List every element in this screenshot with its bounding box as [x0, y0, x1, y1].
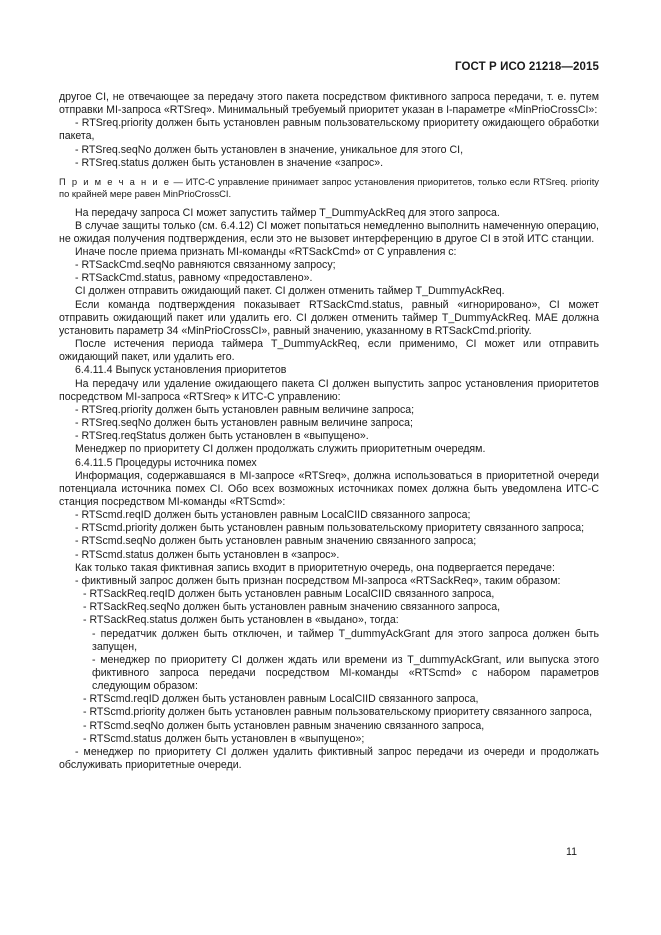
paragraph: другое CI, не отвечающее за передачу этого пакета посредством фиктивного запроса передачи, т. е. путем отправки MI-запроса «RTSreq». Минимальный требуемый приоритет указан в I-параметре «MinPrioCrossCI»:	[59, 91, 599, 117]
list-item: - RTSreq.seqNo должен быть установлен в значение, уникальное для этого CI,	[75, 143, 464, 156]
sub-sub-list-item: - менеджер по приоритету CI должен ждать или времени из T_dummyAckGrant, или выпуска этого фиктивного запроса передачи посредством MI-команды «RTScmd» с набором параметров следующим образом:	[92, 653, 599, 693]
sub-list-item: - RTSackReq.status должен быть установлен в «выдано», тогда:	[83, 614, 399, 627]
list-item: - RTScmd.seqNo должен быть установлен равным значению связанного запроса;	[75, 535, 477, 548]
list-item: - RTSackCmd.status, равному «предоставлено».	[75, 272, 313, 285]
paragraph: Как только такая фиктивная запись входит в приоритетную очередь, она подвергается передаче:	[75, 561, 555, 574]
list-item: - RTSreq.status должен быть установлен в значение «запрос».	[75, 156, 384, 169]
sub-sub-list-item: - передатчик должен быть отключен, и таймер T_dummyAckGrant для этого запроса должен быть запущен,	[92, 627, 599, 653]
paragraph: После истечения периода таймера T_DummyAckReq, если применимо, CI может или отправить ожидающий пакет, или удалить его.	[59, 338, 599, 364]
sub-list-item: - RTScmd.priority должен быть установлен равным пользовательскому приоритету связанного запроса,	[83, 706, 593, 719]
paragraph: Менеджер по приоритету CI должен продолжать служить приоритетным очередям.	[75, 443, 486, 456]
sub-list-item: - RTSackReq.reqID должен быть установлен равным LocalCIID связанного запроса,	[83, 588, 495, 601]
paragraph: Иначе после приема признать MI-команды «RTSackCmd» от С управления с:	[75, 246, 457, 258]
note-text: — ИТС-С управление принимает запрос установления приоритетов, только если RTSreq. priority по крайней мере равен MinPrioCrossCI.	[59, 175, 599, 200]
paragraph: Информация, содержавшаяся в MI-запросе «RTSreq», должна использоваться в приоритетной очереди потенциала источника помех CI. Обо всех возможных источниках помех должна быть уведомлена ИТС-С станция посредством MI-команды «RTScmd»:	[59, 469, 599, 508]
list-item: - RTSreq.reqStatus должен быть установлен в «выпущено».	[75, 430, 369, 443]
paragraph: Если команда подтверждения показывает RTSackCmd.status, равный «игнорировано», CI может отправить ожидающий пакет или удалить его. CI должен отменить таймер T_DummyAckReq. MAE должна установить параметр 34 «MinPrioCrossCI», равный значению, указанному в RTSackCmd.priority.	[59, 298, 599, 337]
note	[59, 176, 599, 201]
sub-list-item: - RTScmd.status должен быть установлен в «выпущено»;	[83, 732, 365, 745]
page-number: 11	[566, 846, 577, 858]
list-item: - менеджер по приоритету CI должен удалить фиктивный запрос передачи из очереди и продолжать обслуживать приоритетные очереди.	[59, 745, 599, 772]
list-item: - RTSreq.priority должен быть установлен равным величине запроса;	[75, 403, 415, 416]
document-header: ГОСТ Р ИСО 21218—2015	[454, 61, 599, 73]
document-body	[59, 91, 599, 772]
paragraph: В случае защиты только (см. 6.4.12) CI может попытаться немедленно выполнить намеченную операцию, не ожидая получения подтверждения, если это не вызовет интерференцию в другое CI в этой ИТС станции.	[59, 219, 599, 245]
list-item: - RTSreq.priority должен быть установлен равным пользовательскому приоритету ожидающего обработки пакета,	[59, 117, 599, 143]
list-item: - RTScmd.priority должен быть установлен равным пользовательскому приоритету связанного запроса;	[75, 522, 585, 535]
sub-list-item: - RTScmd.reqID должен быть установлен равным LocalCIID связанного запроса,	[83, 693, 479, 706]
paragraph: CI должен отправить ожидающий пакет. CI должен отменить таймер T_DummyAckReq.	[75, 285, 505, 298]
sub-list-item: - RTScmd.seqNo должен быть установлен равным значению связанного запроса,	[83, 719, 485, 732]
paragraph: На передачу запроса CI может запустить таймер T_DummyAckReq для этого запроса.	[75, 206, 500, 219]
list-item: - RTSackCmd.seqNo равняются связанному запросу;	[75, 259, 336, 272]
section-heading: 6.4.11.4 Выпуск установления приоритетов	[75, 364, 287, 377]
note-label: П р и м е ч а н и е	[59, 175, 171, 187]
list-item: - RTSreq.seqNo должен быть установлен равным величине запроса;	[75, 417, 413, 430]
list-item: - RTScmd.status должен быть установлен в «запрос».	[75, 548, 340, 561]
paragraph: На передачу или удаление ожидающего пакета CI должен выпустить запрос установления приоритетов посредством MI-запроса «RTSreq» к ИТС-С управлению:	[59, 377, 599, 403]
sub-list-item: - RTSackReq.seqNo должен быть установлен равным значению связанного запроса,	[83, 601, 501, 614]
section-heading: 6.4.11.5 Процедуры источника помех	[75, 456, 257, 469]
list-item: - фиктивный запрос должен быть признан посредством MI-запроса «RTSackReq», таким образом:	[75, 574, 561, 587]
list-item: - RTScmd.reqID должен быть установлен равным LocalCIID связанного запроса;	[75, 509, 471, 522]
